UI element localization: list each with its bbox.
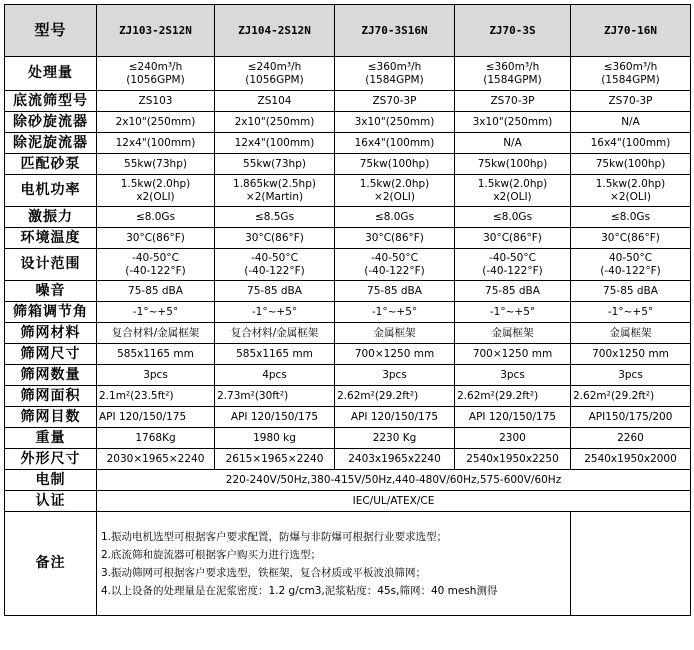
- row-label: 认证: [5, 491, 97, 512]
- spec-cell: 30°C(86°F): [97, 228, 215, 249]
- spec-cell: ≤360m³/h (1584GPM): [571, 57, 691, 91]
- spec-cell: ≤8.0Gs: [571, 207, 691, 228]
- model-name: ZJ103-2S12N: [97, 5, 215, 57]
- spec-cell: 12x4"(100mm): [215, 133, 335, 154]
- table-row: [5, 344, 691, 365]
- row-label: 筛箱调节角: [5, 302, 97, 323]
- spec-cell: 75kw(100hp): [455, 154, 571, 175]
- spec-cell: 75-85 dBA: [455, 281, 571, 302]
- spec-cell: -40-50°C (-40-122°F): [97, 249, 215, 281]
- header-row: [5, 5, 691, 57]
- spec-cell: 2230 Kg: [335, 428, 455, 449]
- row-label: 筛网尺寸: [5, 344, 97, 365]
- spec-cell: 金属框架: [455, 323, 571, 344]
- spec-cell: API 120/150/175: [215, 407, 335, 428]
- spec-cell: -1°~+5°: [97, 302, 215, 323]
- spec-cell: 16x4"(100mm): [335, 133, 455, 154]
- table-row: [5, 449, 691, 470]
- spec-cell: 12x4"(100mm): [97, 133, 215, 154]
- spec-cell: 16x4"(100mm): [571, 133, 691, 154]
- spec-cell: 585x1165 mm: [97, 344, 215, 365]
- spec-table: [4, 4, 691, 616]
- spec-cell: 700×1250 mm: [455, 344, 571, 365]
- spec-cell: 2615×1965×2240: [215, 449, 335, 470]
- spec-cell: 1.5kw(2.0hp) x2(OLI): [455, 175, 571, 207]
- spec-cell: 2.62m²(29.2ft²): [455, 386, 571, 407]
- table-row: [5, 407, 691, 428]
- model-name: ZJ70-3S16N: [335, 5, 455, 57]
- table-row: [5, 154, 691, 175]
- spec-cell: ≤8.5Gs: [215, 207, 335, 228]
- spec-cell: 75-85 dBA: [97, 281, 215, 302]
- spec-cell: ZS104: [215, 91, 335, 112]
- row-label: 电机功率: [5, 175, 97, 207]
- row-label: 激振力: [5, 207, 97, 228]
- spec-cell: 1.5kw(2.0hp) ×2(OLI): [335, 175, 455, 207]
- spec-cell: 1.5kw(2.0hp) x2(OLI): [97, 175, 215, 207]
- row-label: 匹配砂泵: [5, 154, 97, 175]
- table-row: [5, 175, 691, 207]
- row-label: 重量: [5, 428, 97, 449]
- spec-cell: 30°C(86°F): [335, 228, 455, 249]
- spec-cell: ≤360m³/h (1584GPM): [455, 57, 571, 91]
- row-label: 筛网材料: [5, 323, 97, 344]
- table-row: [5, 281, 691, 302]
- spec-cell: 2030×1965×2240: [97, 449, 215, 470]
- spec-cell: ZS70-3P: [455, 91, 571, 112]
- spec-cell: 2.62m²(29.2ft²): [335, 386, 455, 407]
- row-label: 筛网数量: [5, 365, 97, 386]
- model-name: ZJ70-3S: [455, 5, 571, 57]
- spec-cell: 复合材料/金属框架: [215, 323, 335, 344]
- spec-cell: -1°~+5°: [215, 302, 335, 323]
- row-label: 除砂旋流器: [5, 112, 97, 133]
- spec-cell: 75-85 dBA: [215, 281, 335, 302]
- spec-cell: API 120/150/175: [335, 407, 455, 428]
- spec-cell: 3pcs: [455, 365, 571, 386]
- table-row: [5, 91, 691, 112]
- spec-cell: 75-85 dBA: [335, 281, 455, 302]
- table-row: [5, 428, 691, 449]
- spec-cell: ≤8.0Gs: [97, 207, 215, 228]
- spec-cell: API150/175/200: [571, 407, 691, 428]
- spec-cell: 2.73m²(30ft²): [215, 386, 335, 407]
- spec-cell: ZS103: [97, 91, 215, 112]
- row-label: 除泥旋流器: [5, 133, 97, 154]
- row-label: 外形尺寸: [5, 449, 97, 470]
- row-label: 处理量: [5, 57, 97, 91]
- spec-cell: 金属框架: [571, 323, 691, 344]
- row-label: 筛网目数: [5, 407, 97, 428]
- table-row: [5, 57, 691, 91]
- row-label: 备注: [5, 512, 97, 616]
- spec-cell: 1.865kw(2.5hp) ×2(Martin): [215, 175, 335, 207]
- spec-cell: 75kw(100hp): [571, 154, 691, 175]
- table-row: [5, 386, 691, 407]
- spec-cell: ZS70-3P: [335, 91, 455, 112]
- spec-cell: -1°~+5°: [455, 302, 571, 323]
- spec-cell: 1980 kg: [215, 428, 335, 449]
- note-item: 2.底流筛和旋流器可根据客户购买力进行选型；: [101, 548, 322, 561]
- spec-cell: API 120/150/175: [455, 407, 571, 428]
- spec-cell: 40-50°C (-40-122°F): [571, 249, 691, 281]
- spec-cell: API 120/150/175: [97, 407, 215, 428]
- spec-cell: 55kw(73hp): [97, 154, 215, 175]
- table-row: [5, 207, 691, 228]
- note-item: 3.振动筛网可根据客户要求选型，铁框架，复合材质或平板波浪筛网；: [101, 566, 427, 579]
- spec-cell: 30°C(86°F): [215, 228, 335, 249]
- spec-cell: 金属框架: [335, 323, 455, 344]
- spec-cell: -1°~+5°: [335, 302, 455, 323]
- spec-cell: 585x1165 mm: [215, 344, 335, 365]
- spec-cell: 3pcs: [571, 365, 691, 386]
- spec-cell: 30°C(86°F): [455, 228, 571, 249]
- spec-cell: -1°~+5°: [571, 302, 691, 323]
- spec-cell: ≤240m³/h (1056GPM): [215, 57, 335, 91]
- spec-cell: N/A: [455, 133, 571, 154]
- spec-cell: 2x10"(250mm): [215, 112, 335, 133]
- spec-cell: 2300: [455, 428, 571, 449]
- spec-cell: 55kw(73hp): [215, 154, 335, 175]
- header-label: 型号: [5, 5, 97, 57]
- table-row: [5, 133, 691, 154]
- notes-cell: [97, 512, 571, 616]
- spec-cell: 75kw(100hp): [335, 154, 455, 175]
- model-name: ZJ104-2S12N: [215, 5, 335, 57]
- spec-cell: ZS70-3P: [571, 91, 691, 112]
- row-label: 环境温度: [5, 228, 97, 249]
- spec-cell: 30°C(86°F): [571, 228, 691, 249]
- spec-cell: 75-85 dBA: [571, 281, 691, 302]
- spec-cell: -40-50°C (-40-122°F): [335, 249, 455, 281]
- notes-row: [5, 512, 691, 616]
- spec-cell: ≤360m³/h (1584GPM): [335, 57, 455, 91]
- note-item: 4.以上设备的处理量是在泥浆密度：1.2 g/cm3,泥浆粘度：45s,筛网：40 mesh测得: [101, 584, 498, 597]
- spec-cell: -40-50°C (-40-122°F): [215, 249, 335, 281]
- table-row: [5, 112, 691, 133]
- notes-empty-cell: [571, 512, 691, 616]
- row-label: 噪音: [5, 281, 97, 302]
- spec-cell: ≤8.0Gs: [455, 207, 571, 228]
- spec-cell: ≤240m³/h (1056GPM): [97, 57, 215, 91]
- spec-cell: 2.1m²(23.5ft²): [97, 386, 215, 407]
- spec-cell: 2260: [571, 428, 691, 449]
- spec-cell: -40-50°C (-40-122°F): [455, 249, 571, 281]
- spec-cell: 2540x1950x2000: [571, 449, 691, 470]
- spec-cell: 3x10"(250mm): [455, 112, 571, 133]
- cert-row: [5, 491, 691, 512]
- spec-cell: 2x10"(250mm): [97, 112, 215, 133]
- spec-cell: 4pcs: [215, 365, 335, 386]
- power-row: [5, 470, 691, 491]
- spec-cell: 1.5kw(2.0hp) ×2(OLI): [571, 175, 691, 207]
- row-label: 底流筛型号: [5, 91, 97, 112]
- table-row: [5, 302, 691, 323]
- power-value: 220-240V/50Hz,380-415V/50Hz,440-480V/60Hz,575-600V/60Hz: [97, 470, 691, 491]
- row-label: 电制: [5, 470, 97, 491]
- row-label: 设计范围: [5, 249, 97, 281]
- model-name: ZJ70-16N: [571, 5, 691, 57]
- spec-cell: 1768Kg: [97, 428, 215, 449]
- spec-cell: 3x10"(250mm): [335, 112, 455, 133]
- note-item: 1.振动电机选型可根据客户要求配置，防爆与非防爆可根据行业要求选型；: [101, 530, 448, 543]
- spec-cell: 700×1250 mm: [335, 344, 455, 365]
- spec-cell: 复合材料/金属框架: [97, 323, 215, 344]
- spec-cell: 2540x1950x2250: [455, 449, 571, 470]
- cert-value: IEC/UL/ATEX/CE: [97, 491, 691, 512]
- row-label: 筛网面积: [5, 386, 97, 407]
- spec-cell: 2.62m²(29.2ft²): [571, 386, 691, 407]
- spec-cell: 3pcs: [335, 365, 455, 386]
- spec-cell: 700x1250 mm: [571, 344, 691, 365]
- table-row: [5, 323, 691, 344]
- spec-cell: N/A: [571, 112, 691, 133]
- table-row: [5, 228, 691, 249]
- table-row: [5, 365, 691, 386]
- spec-cell: 2403x1965x2240: [335, 449, 455, 470]
- spec-cell: ≤8.0Gs: [335, 207, 455, 228]
- spec-cell: 3pcs: [97, 365, 215, 386]
- table-row: [5, 249, 691, 281]
